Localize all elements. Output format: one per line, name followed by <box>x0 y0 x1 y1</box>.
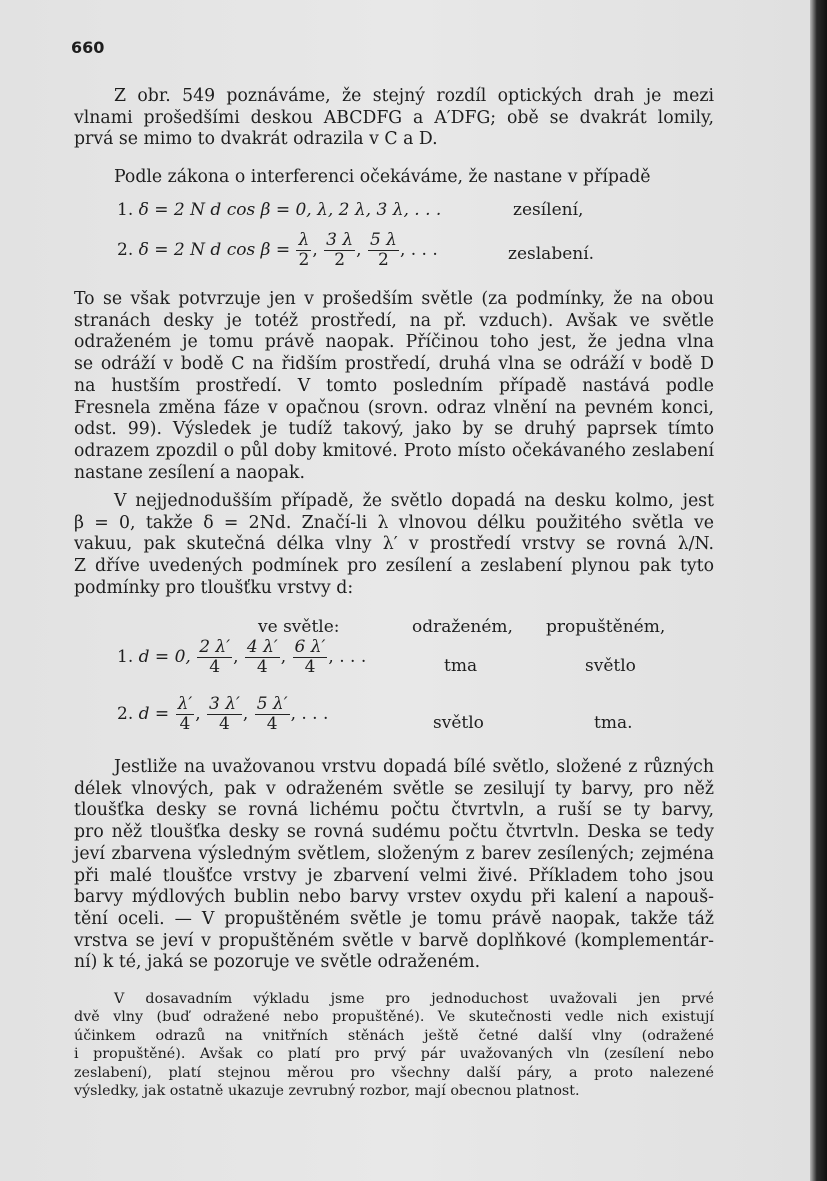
case-number: 1. <box>117 200 134 220</box>
text-line: účinkem odrazů na vnitřních stěnách ještě četné další vlny (odražené <box>74 1027 714 1044</box>
paragraph-6-small-print <box>74 990 714 1100</box>
case-number: 2. <box>117 240 134 260</box>
table-row-2-formula: 2. d = $\frac{\lambda'}{4}$ , $\frac{3 \lambda'}{4}$ , $\frac{5 \lambda'}{4}$ , . . . <box>117 694 329 734</box>
paragraph-2 <box>74 167 714 189</box>
text-line: Z dříve uvedených podmínek pro zesílení a zeslabení plynou pak tyto <box>74 556 714 577</box>
page-number: 660 <box>71 38 105 57</box>
page-edge-shadow <box>810 0 827 1181</box>
table-header-light: ve světle: <box>258 617 340 637</box>
table-header-reflected: odraženém, <box>412 617 513 637</box>
text-line: na hustším prostředí. V tomto posledním případě nastává podle <box>74 375 714 396</box>
paragraph-4 <box>74 491 714 600</box>
text-line: i propuštěné). Avšak co platí pro prvý pár uvažovaných vln (zesílení nebo <box>74 1046 714 1063</box>
text-line: pro něž tloušťka desky se rovná sudému počtu čtvrtvln. Deska se tedy <box>74 822 714 843</box>
text-line: To se však potvrzuje jen v prošedším světle (za podmínky, že na obou <box>74 289 714 309</box>
text-line: dvě vlny (buď odražené nebo propuštěné). Ve skutečnosti vedle nich existují <box>74 1009 714 1026</box>
equation-case-2: 2. δ = 2 N d cos β = $\frac{\lambda}{2}$ , $\frac{3 \lambda}{2}$ , $\frac{5 \lambda}{2}$ , . . . <box>117 230 438 270</box>
fraction: $\frac{3 \lambda}{2}$ <box>326 230 354 270</box>
fraction: $\frac{3 \lambda'}{4}$ <box>209 694 240 734</box>
table-row-1-formula: 1. d = 0, $\frac{2 \lambda'}{4}$ , $\frac{4 \lambda'}{4}$ , $\frac{6 \lambda'}{4}$ , . . . <box>117 637 367 677</box>
text-line: vakuu, pak skutečná délka vlny λ′ v prostředí vrstvy se rovná λ/N. <box>74 534 714 555</box>
text-line: Z obr. 549 poznáváme, že stejný rozdíl optických drah je mezi <box>114 86 714 106</box>
fraction: $\frac{4 \lambda'}{4}$ <box>246 637 278 677</box>
text-line: barvy mýdlových bublin nebo barvy vrstev oxydu při kalení a napouš- <box>74 887 714 908</box>
paragraph-5 <box>74 757 714 974</box>
text-line: nastane zesílení a naopak. <box>74 462 305 483</box>
text-line: Podle zákona o interferenci očekáváme, že nastane v případě <box>114 167 651 187</box>
fraction: $\frac{5 \lambda'}{4}$ <box>256 694 288 734</box>
text-line: zeslabení), platí stejnou měrou pro všechny další páry, a proto nalezené <box>74 1064 714 1081</box>
fraction: $\frac{6 \lambda'}{4}$ <box>294 637 326 677</box>
equation-case-1 <box>117 200 441 220</box>
case-formula: δ = 2 N d cos β = 0, λ, 2 λ, 3 λ, . . . <box>138 200 442 220</box>
fraction: $\frac{\lambda}{2}$ <box>298 230 310 270</box>
text-line: β = 0, takže δ = 2Nd. Značí-li λ vlnovou délku použitého světla ve <box>74 512 714 533</box>
text-line: délek vlnových, pak v odraženém světle se zesilují ty barvy, pro něž <box>74 778 714 799</box>
text-line: prvá se mimo to dvakrát odrazila v C a D. <box>74 129 438 150</box>
table-row-1-reflected: tma <box>444 656 478 676</box>
fraction: $\frac{5 \lambda}{2}$ <box>369 230 397 270</box>
table-row-2-reflected: světlo <box>433 713 484 733</box>
paragraph-3 <box>74 289 714 484</box>
case-1-result: zesílení, <box>513 200 584 220</box>
text-line: ní) k té, jaká se pozoruje ve světle odraženém. <box>74 952 481 973</box>
text-line: Jestliže na uvažovanou vrstvu dopadá bílé světlo, složené z různých <box>114 757 714 777</box>
table-row-2-transmitted: tma. <box>594 713 633 733</box>
text-line: tloušťka desky se rovná lichému počtu čtvrtvln, a ruší se ty barvy, <box>74 800 714 821</box>
table-row-1-transmitted: světlo <box>585 656 636 676</box>
paragraph-1 <box>74 86 714 151</box>
fraction: $\frac{2 \lambda'}{4}$ <box>199 637 231 677</box>
text-line: podmínky pro tloušťku vrstvy d: <box>74 577 354 598</box>
text-line: vlnami prošedšími deskou ABCDFG a A′DFG; obě se dvakrát lomily, <box>74 107 714 128</box>
text-line: tění oceli. — V propuštěném světle je tomu právě naopak, takže táž <box>74 908 714 929</box>
table-header-transmitted: propuštěném, <box>546 617 666 637</box>
text-line: vrstva se jeví v propuštěném světle v barvě doplňkové (komplementár- <box>74 930 714 951</box>
text-line: V dosavadním výkladu jsme pro jednoduchost uvažovali jen prvé <box>114 991 714 1007</box>
text-line: jeví zbarvena výsledným světlem, složeným z barev zesílených; zejména <box>74 843 714 864</box>
case-lhs: δ = 2 N d cos β = <box>138 240 291 260</box>
text-line: stranách desky je totéž prostředí, na př. vzduch). Avšak ve světle <box>74 310 714 331</box>
text-line: při malé tloušťce vrstvy je zbarvení velmi živé. Příkladem toho jsou <box>74 865 714 886</box>
case-2-result: zeslabení. <box>508 244 595 264</box>
text-line: odraženém je tomu právě naopak. Příčinou toho jest, že jedna vlna <box>74 332 714 353</box>
fraction: $\frac{\lambda'}{4}$ <box>177 694 193 734</box>
text-line: Fresnela změna fáze v opačnou (srovn. odraz vlnění na pevném konci, <box>74 397 714 418</box>
text-line: odrazem zpozdil o půl doby kmitové. Proto místo očekávaného zeslabení <box>74 440 714 461</box>
text-line: V nejjednodušším případě, že světlo dopadá na desku kolmo, jest <box>114 491 714 511</box>
text-line: výsledky, jak ostatně ukazuje zevrubný rozbor, mají obecnou platnost. <box>74 1083 580 1100</box>
text-line: odst. 99). Výsledek je tudíž takový, jako by se druhý paprsek tímto <box>74 419 714 440</box>
text-line: se odráží v bodě C na řidším prostředí, druhá vlna se odráží v bodě D <box>74 354 714 375</box>
